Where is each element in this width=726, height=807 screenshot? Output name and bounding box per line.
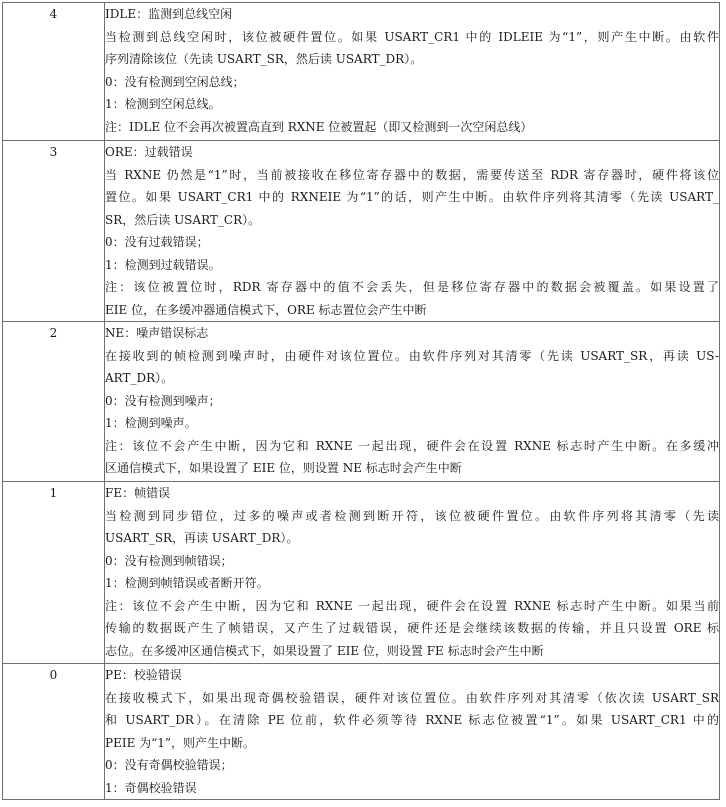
bit-title: FE：帧错误 bbox=[105, 486, 171, 500]
description-line: 当 RXNE 仍然是“1”时，当前被接收在移位寄存器中的数据，需要传送至 RDR 寄存器时，硬件将该位 bbox=[105, 167, 719, 182]
note-line: 注：该位不会产生中断，因为它和 RXNE 一起出现，硬件会在设置 RXNE 标志时产生中断。如果当前 bbox=[105, 598, 719, 613]
bit-title: IDLE：监测到总线空闲 bbox=[105, 7, 233, 21]
description-line: USART_SR，再读 USART_DR）。 bbox=[105, 531, 299, 545]
note-line: EIE 位，在多缓冲器通信模式下，ORE 标志置位会产生中断 bbox=[105, 302, 427, 317]
bit-number: 1 bbox=[3, 482, 105, 664]
value-0-line: 0：没有过载错误； bbox=[105, 235, 209, 249]
bit-title: PE：校验错误 bbox=[105, 668, 182, 682]
description-line: 在接收到的帧检测到噪声时，由硬件对该位置位。由软件序列对其清零（先读 USART_SR，再读 US- bbox=[105, 348, 719, 363]
description-line: 当检测到总线空闲时，该位被硬件置位。如果 USART_CR1 中的 IDLEIE 为“1”，则产生中断。由软件 bbox=[105, 29, 719, 44]
value-0-line: 0：没有奇偶校验错误； bbox=[105, 758, 233, 772]
note-line: 注：该位不会产生中断，因为它和 RXNE 一起出现，硬件会在设置 RXNE 标志时产生中断。在多缓冲 bbox=[105, 438, 719, 453]
value-0-line: 0：没有检测到空闲总线； bbox=[105, 74, 245, 89]
value-0-line: 0：没有检测到噪声； bbox=[105, 393, 221, 408]
table-row bbox=[3, 482, 720, 664]
bit-description bbox=[105, 664, 720, 800]
description-line: SR，然后读 USART_CR）。 bbox=[105, 212, 261, 227]
bit-description bbox=[105, 141, 720, 322]
bit-description bbox=[105, 3, 720, 141]
table-row bbox=[3, 664, 720, 800]
description-line: 在接收模式下，如果出现奇偶校验错误，硬件对该位置位。由软件序列对其清零（依次读 USART_SR bbox=[105, 690, 719, 705]
description-line: ART_DR）。 bbox=[105, 371, 174, 385]
bit-description bbox=[105, 482, 720, 664]
note-line: 注：IDLE 位不会再次被置高直到 RXNE 位被置起（即又检测到一次空闲总线） bbox=[105, 119, 533, 134]
description-line: 和 USART_DR）。在清除 PE 位前，软件必须等待 RXNE 标志位被置“1”。如果 USART_CR1 中的 bbox=[105, 713, 719, 727]
description-line: 置位。如果 USART_CR1 中的 RXNEIE 为“1”的话，则产生中断。由软件序列将其清零（先读 USART_ bbox=[105, 190, 719, 204]
bit-title: ORE：过载错误 bbox=[105, 145, 193, 159]
note-line: 志位。在多缓冲区通信模式下，如果设置了 EIE 位，则设置 FE 标志时会产生中断 bbox=[105, 643, 544, 658]
description-line: 序列清除该位（先读 USART_SR，然后读 USART_DR）。 bbox=[105, 52, 423, 66]
note-line: 传输的数据既产生了帧错误，又产生了过载错误，硬件还是会继续该数据的传输，并且只设置 ORE 标 bbox=[105, 621, 719, 635]
bit-number: 0 bbox=[3, 664, 105, 800]
value-0-line: 0：没有检测到帧错误； bbox=[105, 553, 233, 568]
table-row bbox=[3, 3, 720, 141]
note-line: 区通信模式下，如果设置了 EIE 位，则设置 NE 标志时会产生中断 bbox=[105, 461, 462, 475]
value-1-line: 1：检测到噪声。 bbox=[105, 416, 197, 430]
value-1-line: 1：检测到空闲总线。 bbox=[105, 97, 221, 111]
bit-number: 2 bbox=[3, 322, 105, 482]
value-1-line: 1：奇偶校验错误 bbox=[105, 780, 197, 795]
description-line: 当检测到同步错位，过多的噪声或者检测到断开符，该位被硬件置位。由软件序列将其清零（先读 bbox=[105, 508, 719, 523]
value-1-line: 1：检测到过载错误。 bbox=[105, 257, 221, 272]
bit-number: 4 bbox=[3, 3, 105, 141]
value-1-line: 1：检测到帧错误或者断开符。 bbox=[105, 576, 269, 590]
register-bit-table bbox=[2, 2, 720, 800]
bit-description bbox=[105, 322, 720, 482]
table-row bbox=[3, 322, 720, 482]
bit-number: 3 bbox=[3, 141, 105, 322]
note-line: 注：该位被置位时，RDR 寄存器中的值不会丢失，但是移位寄存器中的数据会被覆盖。如果设置了 bbox=[105, 280, 719, 294]
table-row bbox=[3, 141, 720, 322]
description-line: PEIE 为“1”，则产生中断。 bbox=[105, 735, 256, 750]
bit-title: NE：噪声错误标志 bbox=[105, 326, 209, 340]
